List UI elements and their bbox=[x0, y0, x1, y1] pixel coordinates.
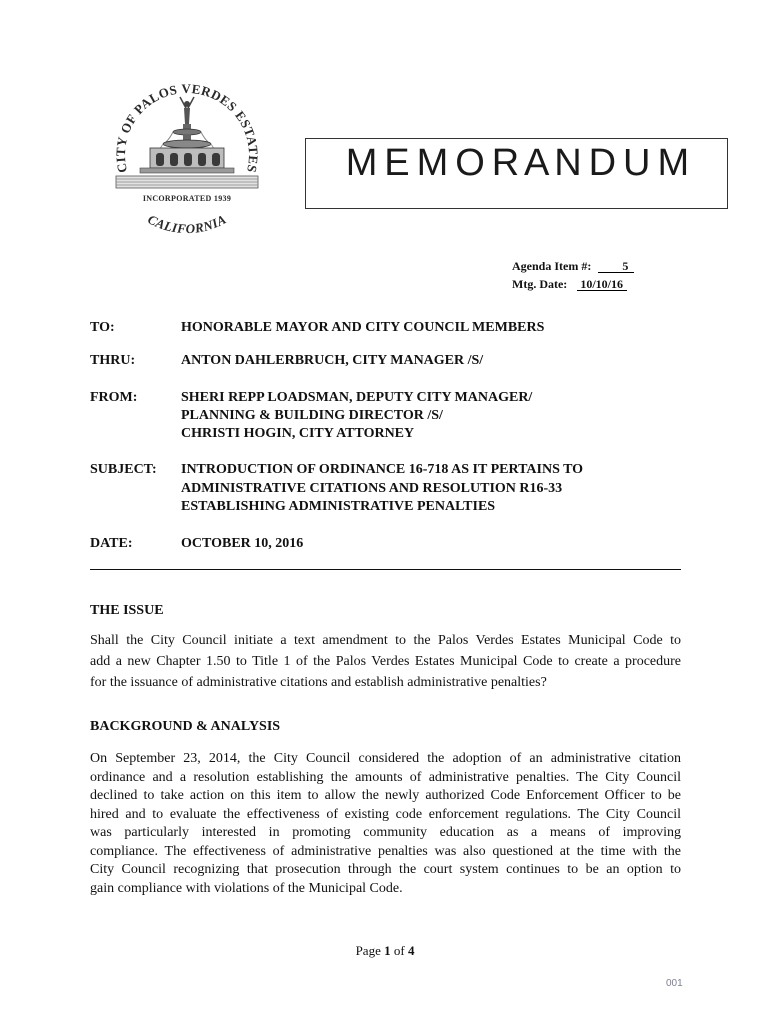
page-title: M E M O R A N D U M bbox=[345, 142, 688, 184]
date-value bbox=[181, 535, 681, 553]
paragraph-line: gain compliance with violations of the Municipal Code. bbox=[90, 880, 403, 896]
issue-heading: THE ISSUE bbox=[90, 603, 164, 618]
issue-paragraph bbox=[90, 630, 681, 693]
from-line: SHERI REPP LOADSMAN, DEPUTY CITY MANAGER/ bbox=[181, 390, 533, 405]
thru-value bbox=[181, 352, 681, 370]
from-line: CHRISTI HOGIN, CITY ATTORNEY bbox=[181, 426, 415, 441]
from-line: PLANNING & BUILDING DIRECTOR /S/ bbox=[181, 408, 443, 423]
background-heading: BACKGROUND & ANALYSIS bbox=[90, 719, 281, 734]
date-label: DATE: bbox=[90, 536, 133, 551]
paragraph-line: add a new Chapter 1.50 to Title 1 of the Palos Verdes Estates Municipal Code to create a procedure bbox=[90, 654, 681, 669]
seal-incorporated-text: INCORPORATED 1939 bbox=[142, 194, 232, 203]
subject-value bbox=[181, 461, 681, 517]
from-value bbox=[181, 389, 681, 443]
paragraph-line: City Council recognizing that prosecution through the court system continues to be an option to bbox=[90, 862, 681, 877]
paragraph-line: compliance. The effectiveness of administrative penalties was also questioned at the time with the bbox=[90, 843, 681, 859]
paragraph-line: ordinance and a resolution establishing the amounts of administrative penalties. The City Council bbox=[90, 769, 681, 785]
to-value bbox=[181, 319, 681, 337]
meeting-date-value: 10/10/16 bbox=[577, 278, 627, 291]
date-line: OCTOBER 10, 2016 bbox=[181, 536, 304, 551]
from-label: FROM: bbox=[90, 390, 138, 405]
page-total: 4 bbox=[407, 943, 415, 958]
page-of-label: of bbox=[393, 943, 405, 958]
page-label: Page bbox=[355, 943, 381, 958]
subject-row bbox=[90, 461, 681, 517]
date-row bbox=[90, 535, 681, 553]
header-divider bbox=[90, 569, 681, 570]
background-paragraph bbox=[90, 750, 681, 898]
thru-label: THRU: bbox=[90, 353, 136, 368]
agenda-item-line bbox=[512, 257, 634, 275]
paragraph-line: for the issuance of administrative citations and establish administrative penalties? bbox=[90, 675, 547, 690]
paragraph-line: was particularly interested in promoting community education as a means of improving bbox=[90, 825, 681, 840]
to-line: HONORABLE MAYOR AND CITY COUNCIL MEMBERS bbox=[181, 320, 545, 335]
subject-line: ESTABLISHING ADMINISTRATIVE PENALTIES bbox=[181, 499, 496, 514]
meeting-date-label: Mtg. Date: bbox=[512, 277, 568, 291]
to-label: TO: bbox=[90, 320, 115, 335]
paragraph-line: hired and to evaluate the effectiveness of existing code enforcement regulations. The City Council bbox=[90, 806, 681, 822]
fountain-statue bbox=[180, 97, 194, 130]
paragraph-line: declined to take action on this item to allow the newly authorized Code Enforcement Officer to be bbox=[90, 788, 681, 803]
paragraph-line: On September 23, 2014, the City Council considered the adoption of an administrative citation bbox=[90, 751, 681, 766]
agenda-item-value: 5 bbox=[598, 260, 634, 273]
seal-bottom-text: CALIFORNIA bbox=[145, 211, 229, 237]
city-seal bbox=[100, 80, 280, 245]
subject-line: ADMINISTRATIVE CITATIONS AND RESOLUTION R16-33 bbox=[181, 480, 563, 496]
subject-line: INTRODUCTION OF ORDINANCE 16-718 AS IT PERTAINS TO bbox=[181, 462, 584, 477]
subject-label: SUBJECT: bbox=[90, 462, 157, 477]
meeting-date-line bbox=[512, 275, 627, 293]
bates-number: 001 bbox=[666, 978, 683, 989]
seal-ground-band bbox=[116, 176, 258, 188]
thru-line: ANTON DAHLERBRUCH, CITY MANAGER /S/ bbox=[181, 353, 484, 368]
page-number bbox=[0, 942, 770, 960]
from-row bbox=[90, 389, 681, 443]
paragraph-line: Shall the City Council initiate a text amendment to the Palos Verdes Estates Municipal Code to bbox=[90, 633, 681, 648]
to-row bbox=[90, 319, 681, 337]
fountain-base bbox=[140, 148, 234, 173]
agenda-item-label: Agenda Item #: bbox=[512, 259, 592, 273]
thru-row bbox=[90, 352, 681, 370]
memorandum-header-box bbox=[305, 138, 728, 209]
seal-top-text: CITY OF PALOS VERDES ESTATES bbox=[112, 80, 262, 175]
page-current: 1 bbox=[384, 943, 391, 958]
